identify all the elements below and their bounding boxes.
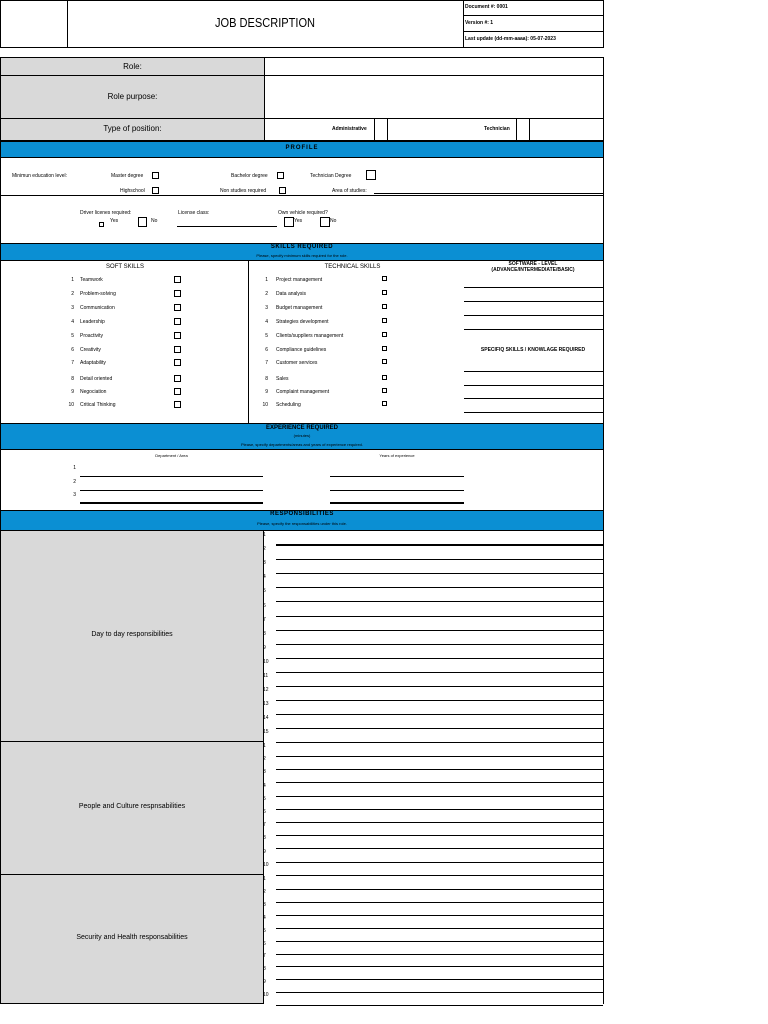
skills-body (0, 260, 604, 424)
technical-skill-checkbox[interactable] (382, 276, 387, 281)
security-health-responsibility-number: 1 (263, 876, 266, 882)
security-health-responsibility-number: 4 (263, 914, 266, 921)
technician-label: Technician (484, 126, 510, 132)
day-to-day-responsibility-line[interactable] (276, 601, 603, 602)
soft-skill-number: 3 (71, 305, 74, 311)
security-health-responsibility-number: 7 (263, 953, 266, 960)
soft-skill-checkbox[interactable] (174, 290, 181, 297)
soft-skill-number: 8 (71, 376, 74, 382)
day-to-day-responsibility-line[interactable] (276, 700, 603, 701)
soft-skill-number: 4 (71, 319, 74, 325)
specific-skill-line[interactable] (464, 385, 604, 386)
responsibilities-subtitle: Please, specify the responsabilities under this role. (257, 521, 347, 526)
day-to-day-responsibility-number: 13 (263, 701, 269, 708)
people-culture-responsibility-line[interactable] (276, 875, 603, 876)
security-health-responsibility-number: 3 (263, 901, 266, 908)
technical-skill-number: 7 (265, 360, 268, 366)
people-culture-responsibility-number: 4 (263, 782, 266, 789)
day-to-day-line-top (276, 544, 603, 545)
soft-skill-label: Negociation (80, 389, 107, 395)
position-type-row (264, 118, 604, 141)
day-to-day-responsibility-number: 5 (263, 588, 266, 595)
people-culture-responsibility-line[interactable] (276, 756, 603, 757)
master-degree-checkbox[interactable] (152, 172, 159, 179)
department-header: Department / Area (155, 453, 188, 458)
soft-skill-number: 5 (71, 333, 74, 339)
security-health-responsibility-line[interactable] (276, 915, 603, 916)
technical-skill-label: Compliance guidelines (276, 347, 327, 353)
technical-skill-checkbox[interactable] (382, 346, 387, 351)
people-culture-responsibility-number: 10 (263, 861, 269, 868)
people-culture-responsibility-number: 8 (263, 835, 266, 842)
security-health-responsibility-line[interactable] (276, 889, 603, 890)
header-divider-left (67, 0, 68, 48)
role-label: Role: (123, 62, 142, 71)
years-line[interactable] (330, 476, 464, 477)
technical-skill-number: 2 (265, 291, 268, 297)
department-line[interactable] (80, 476, 263, 477)
security-health-responsibility-line[interactable] (276, 902, 603, 903)
technical-skill-label: Strategies development (276, 319, 329, 325)
day-to-day-responsibility-number: 7 (263, 616, 266, 623)
non-studies-checkbox[interactable] (279, 187, 286, 194)
technical-skill-number: 3 (265, 305, 268, 311)
own-vehicle-no-label: No (330, 218, 337, 224)
people-culture-responsibility-number: 2 (263, 756, 266, 763)
profile-body (0, 157, 604, 244)
soft-skill-label: Critical Thinking (80, 402, 116, 408)
bachelor-degree-checkbox[interactable] (277, 172, 284, 179)
specific-skill-line[interactable] (464, 371, 604, 372)
security-health-responsibility-number: 6 (263, 940, 266, 947)
technical-skill-checkbox[interactable] (382, 290, 387, 295)
driver-license-yes-checkbox[interactable] (99, 222, 104, 227)
page-title: JOB DESCRIPTION (214, 15, 316, 30)
years-line[interactable] (330, 503, 464, 504)
specific-skill-line[interactable] (464, 398, 604, 399)
administrative-checkbox[interactable] (374, 118, 388, 141)
security-health-responsibility-line[interactable] (276, 928, 603, 929)
software-level-subheader: (ADVANCE/INTERMEDIATE/BASIC) (491, 267, 575, 273)
day-to-day-responsibility-line[interactable] (276, 728, 603, 729)
people-culture-responsibility-line[interactable] (276, 782, 603, 783)
soft-skill-checkbox[interactable] (174, 332, 181, 339)
master-degree-label: Master degree (111, 173, 144, 179)
technical-skill-checkbox[interactable] (382, 375, 387, 380)
technical-skill-number: 10 (262, 402, 268, 408)
specific-skills-header: SPECIFIQ SKILLS / KNOWLAGE REQUIRED (480, 347, 586, 353)
technical-skill-checkbox[interactable] (382, 401, 387, 406)
area-studies-label: Area of studies: (332, 188, 367, 194)
specific-skill-line[interactable] (464, 412, 604, 413)
own-vehicle-yes-checkbox[interactable] (284, 217, 294, 227)
day-to-day-responsibility-number: 1 (263, 532, 266, 538)
security-health-responsibility-line[interactable] (276, 966, 603, 967)
security-health-responsibility-line[interactable] (276, 954, 603, 955)
technical-skill-label: Project management (276, 277, 323, 283)
soft-skill-label: Proactivity (80, 333, 104, 339)
soft-skill-checkbox[interactable] (174, 359, 181, 366)
role-purpose-label: Role purpose: (107, 92, 158, 101)
people-culture-responsibility-number: 7 (263, 822, 266, 829)
technical-skill-checkbox[interactable] (382, 359, 387, 364)
skills-divider (248, 260, 249, 424)
technical-skill-checkbox[interactable] (382, 304, 387, 309)
day-to-day-responsibility-number: 9 (263, 644, 266, 651)
responsibilities-title: RESPONSIBILITIES (270, 511, 334, 517)
administrative-label: Administrative (332, 126, 367, 132)
header-meta-line-1 (463, 15, 603, 16)
technical-skill-label: Scheduling (276, 402, 301, 408)
role-purpose-field[interactable] (264, 75, 604, 119)
role-value-field[interactable] (264, 57, 604, 76)
license-class-label: License class: (178, 210, 210, 216)
technical-skill-label: Budget management (276, 305, 323, 311)
skills-title: SKILLS REQUIRED (270, 244, 334, 250)
day-to-day-responsibility-line[interactable] (276, 686, 603, 687)
experience-row-number: 1 (73, 465, 76, 471)
skills-subtitle: Please, specify minimum skills required for the role. (256, 253, 348, 258)
soft-skill-label: Leadership (80, 319, 105, 325)
experience-row-number: 2 (73, 479, 76, 485)
technician-checkbox[interactable] (516, 118, 530, 141)
experience-subtitle: Please, specify departments/areas and years of experience required. (240, 442, 364, 447)
security-health-responsibility-number: 2 (263, 888, 266, 895)
security-health-responsibility-number: 9 (263, 979, 266, 986)
security-health-responsibility-line[interactable] (276, 979, 603, 980)
responsibilities-right-border (603, 530, 604, 1004)
own-vehicle-no-checkbox[interactable] (320, 217, 330, 227)
day-to-day-responsibility-line[interactable] (276, 742, 603, 743)
day-to-day-responsibility-number: 15 (263, 729, 269, 736)
security-health-label: Security and Health responsabilities (76, 934, 188, 941)
soft-skill-label: Adaptability (80, 360, 106, 366)
software-level-line[interactable] (464, 287, 604, 288)
security-health-responsibility-line[interactable] (276, 1005, 603, 1006)
day-to-day-responsibility-number: 2 (263, 546, 266, 553)
soft-skill-checkbox[interactable] (174, 304, 181, 311)
day-to-day-responsibility-line[interactable] (276, 545, 603, 546)
soft-skill-number: 2 (71, 291, 74, 297)
soft-skill-number: 7 (71, 360, 74, 366)
min-education-label: Minimun education level: (12, 173, 68, 179)
day-to-day-label: Day to day responsibilities (91, 631, 173, 638)
position-type-label: Type of position: (103, 124, 162, 133)
department-line[interactable] (80, 490, 263, 491)
day-to-day-responsibility-number: 6 (263, 602, 266, 609)
header-divider-right (463, 0, 464, 48)
software-level-header: SOFTWARE - LEVEL (508, 261, 558, 267)
years-line[interactable] (330, 502, 464, 503)
soft-skill-number: 6 (71, 347, 74, 353)
day-to-day-responsibility-line[interactable] (276, 644, 603, 645)
soft-skill-checkbox[interactable] (174, 276, 181, 283)
day-to-day-responsibility-line[interactable] (276, 658, 603, 659)
technical-skill-label: Complaint management (276, 389, 330, 395)
experience-row-number: 3 (73, 492, 76, 498)
people-culture-responsibility-line[interactable] (276, 848, 603, 849)
day-to-day-responsibility-line[interactable] (276, 559, 603, 560)
technical-skill-label: Data analysis (276, 291, 307, 297)
header-meta-line-2 (463, 31, 603, 32)
technical-skill-label: Customer services (276, 360, 318, 366)
security-health-responsibility-number: 10 (263, 992, 269, 999)
day-to-day-responsibility-line[interactable] (276, 616, 603, 617)
profile-divider (0, 195, 604, 196)
people-culture-label: People and Culture respnsabilities (78, 803, 186, 810)
people-culture-responsibility-line[interactable] (276, 822, 603, 823)
software-level-line[interactable] (464, 315, 604, 316)
people-culture-responsibility-line[interactable] (276, 796, 603, 797)
technician-degree-label: Technician Degree (310, 173, 352, 179)
day-to-day-responsibility-number: 11 (263, 673, 269, 679)
department-line[interactable] (80, 502, 263, 503)
technical-skill-number: 6 (265, 347, 268, 353)
soft-skill-number: 10 (68, 402, 74, 408)
people-culture-responsibility-number: 3 (263, 769, 266, 776)
own-vehicle-yes-label: Yes (294, 218, 303, 224)
last-update: Last update (dd-mm-aaaa): 05-07-2023 (465, 36, 556, 42)
technical-skill-number: 8 (265, 376, 268, 382)
soft-skill-label: Communication (80, 305, 115, 311)
driver-license-yes-label: Yes (110, 218, 119, 224)
soft-skill-number: 9 (71, 389, 74, 395)
soft-skill-checkbox[interactable] (174, 375, 181, 382)
technical-skills-header: TECHNICAL SKILLS (324, 264, 381, 270)
people-culture-responsibility-line[interactable] (276, 835, 603, 836)
driver-license-no-checkbox[interactable] (138, 217, 147, 227)
experience-note: (minutes) (293, 433, 311, 438)
non-studies-label: Non studies required (220, 188, 267, 194)
years-header: Years of experience (379, 453, 415, 458)
people-culture-responsibility-line[interactable] (276, 809, 603, 810)
profile-title: PROFILE (285, 145, 319, 151)
bachelor-degree-label: Bachelor degree (231, 173, 268, 179)
day-to-day-responsibility-number: 4 (263, 574, 266, 581)
day-to-day-responsibility-line[interactable] (276, 573, 603, 574)
area-studies-field[interactable] (374, 193, 604, 194)
software-level-line[interactable] (464, 301, 604, 302)
soft-skill-label: Detail oriented (80, 376, 113, 382)
experience-title: EXPERIENCE REQUIRED (265, 425, 338, 431)
security-health-responsibility-line[interactable] (276, 992, 603, 993)
day-to-day-responsibility-number: 3 (263, 560, 266, 567)
people-culture-responsibility-number: 1 (263, 743, 266, 749)
soft-skill-label: Problem-solving (80, 291, 116, 297)
security-health-responsibility-number: 8 (263, 966, 266, 973)
license-class-field[interactable] (177, 226, 277, 227)
highschool-checkbox[interactable] (152, 187, 159, 194)
day-to-day-responsibility-line[interactable] (276, 714, 603, 715)
driver-license-no-label: No (151, 218, 158, 224)
soft-skill-label: Teamwork (80, 277, 103, 283)
day-to-day-responsibility-line[interactable] (276, 630, 603, 631)
soft-skills-header: SOFT SKILLS (106, 264, 144, 270)
soft-skill-number: 1 (71, 277, 74, 283)
security-health-responsibility-number: 5 (263, 927, 266, 934)
years-line[interactable] (330, 490, 464, 491)
soft-skill-label: Creativity (80, 347, 101, 353)
people-culture-responsibility-line[interactable] (276, 862, 603, 863)
soft-skill-checkbox[interactable] (174, 401, 181, 408)
highschool-label: Highschool (120, 188, 145, 194)
soft-skill-checkbox[interactable] (174, 346, 181, 353)
soft-skill-checkbox[interactable] (174, 388, 181, 395)
driver-license-label: Driver licenes required: (80, 210, 132, 216)
technical-skill-number: 4 (265, 319, 268, 325)
document-number: Document #: 0001 (465, 4, 508, 10)
people-culture-responsibility-number: 9 (263, 848, 266, 855)
soft-skill-checkbox[interactable] (174, 318, 181, 325)
technical-skill-checkbox[interactable] (382, 332, 387, 337)
day-to-day-responsibility-number: 14 (263, 715, 269, 722)
technical-skill-label: Sales (276, 376, 289, 382)
day-to-day-responsibility-number: 10 (263, 658, 269, 665)
technical-skill-number: 5 (265, 333, 268, 339)
technical-skill-number: 1 (265, 277, 268, 283)
department-line[interactable] (80, 503, 263, 504)
technical-skill-checkbox[interactable] (382, 388, 387, 393)
technician-degree-checkbox[interactable] (366, 170, 376, 180)
day-to-day-responsibility-number: 12 (263, 687, 269, 694)
people-culture-responsibility-number: 6 (263, 809, 266, 815)
technical-skill-label: Clients/suppliers management (276, 333, 344, 339)
software-level-line[interactable] (464, 329, 604, 330)
day-to-day-responsibility-line[interactable] (276, 672, 603, 673)
security-health-responsibility-line[interactable] (276, 941, 603, 942)
own-vehicle-label: Own vehicle required? (278, 210, 328, 216)
day-to-day-responsibility-line[interactable] (276, 587, 603, 588)
people-culture-responsibility-number: 5 (263, 795, 266, 802)
people-culture-responsibility-line[interactable] (276, 769, 603, 770)
technical-skill-checkbox[interactable] (382, 318, 387, 323)
day-to-day-responsibility-number: 8 (263, 630, 266, 637)
version-number: Version #: 1 (465, 20, 494, 26)
technical-skill-number: 9 (265, 389, 268, 395)
